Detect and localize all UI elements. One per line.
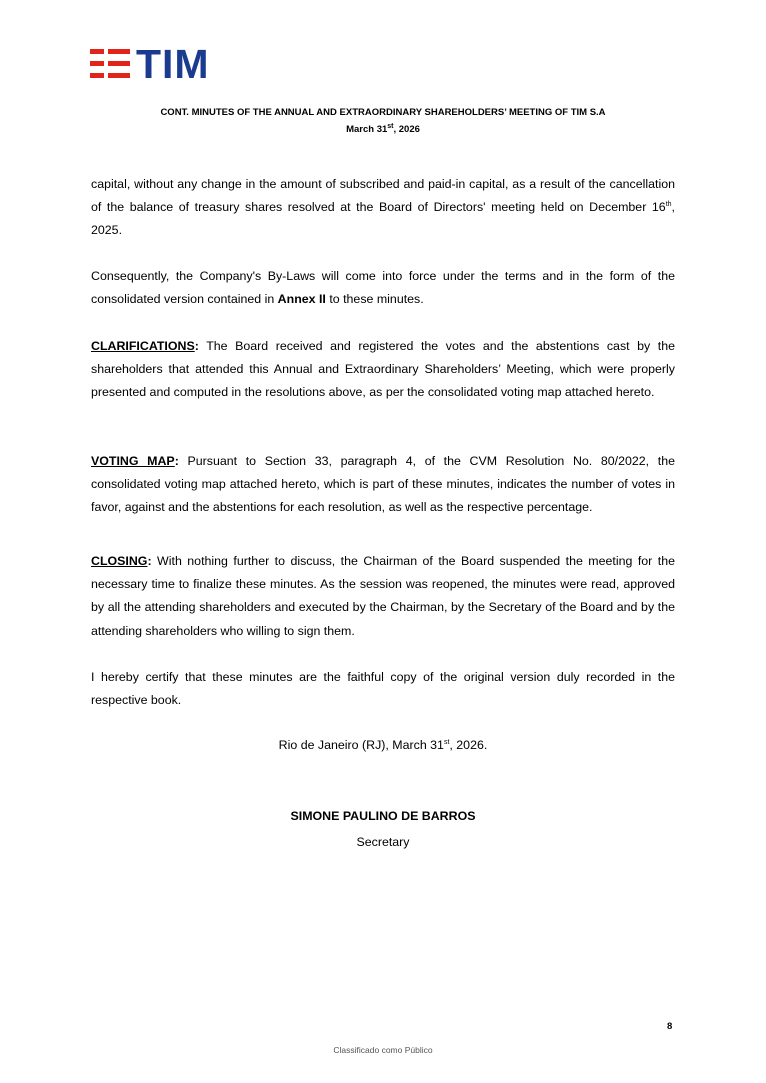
paragraph-clarifications: CLARIFICATIONS: The Board received and registered the votes and the abstentions cast by the shareholders that attended this Annual and Extraordinary Shareholders’ Meeting, which were properly presented and computed in the resolutions above, as per the consolidated voting map attached hereto. — [91, 339, 675, 400]
signatory-title: Secretary — [356, 835, 410, 849]
clarifications-label: CLARIFICATIONS — [91, 339, 195, 353]
closing-label: CLOSING — [91, 554, 148, 568]
paragraph-bylaws: Consequently, the Company's By-Laws will come into force under the terms and in the form of the consolidated version contained in Annex II to these minutes. — [91, 269, 675, 307]
voting-map-label: VOTING MAP — [91, 454, 175, 468]
logo-text: TIM — [136, 41, 210, 87]
place-date: Rio de Janeiro (RJ), March 31st, 2026. — [278, 738, 488, 752]
page-number: 8 — [667, 1021, 673, 1032]
annex-reference: Annex II — [277, 292, 326, 307]
signatory-name: SIMONE PAULINO DE BARROS — [290, 809, 476, 823]
header-date: March 31st, 2026 — [346, 122, 420, 135]
paragraph-voting-map: VOTING MAP: Pursuant to Section 33, paragraph 4, of the CVM Resolution No. 80/2022, the consolidated voting map attached hereto, which is part of these minutes, indicates the number of votes in favor, against and the abstentions for each resolution, as well as the respective percentage. — [91, 454, 675, 515]
paragraph-certification: I hereby certify that these minutes are the faithful copy of the original version duly recorded in the respective book. — [91, 670, 675, 708]
paragraph-closing: CLOSING: With nothing further to discuss, the Chairman of the Board suspended the meeting for the necessary time to finalize these minutes. As the session was reopened, the minutes were read, approved by all the attending shareholders and executed by the Chairman, by the Secretary of the Board and by the attending shareholders who willing to sign them. — [91, 554, 675, 638]
classification-footer: Classificado como Público — [333, 1045, 433, 1055]
tim-logo — [90, 41, 210, 87]
tim-stripes-logo-icon — [90, 47, 132, 81]
header-title: CONT. MINUTES OF THE ANNUAL AND EXTRAORDINARY SHAREHOLDERS’ MEETING OF TIM S.A — [160, 107, 606, 118]
paragraph-capital: capital, without any change in the amount of subscribed and paid-in capital, as a result of the cancellation of the balance of treasury shares resolved at the Board of Directors' meeting held on December 16th, 2025. — [91, 177, 675, 238]
